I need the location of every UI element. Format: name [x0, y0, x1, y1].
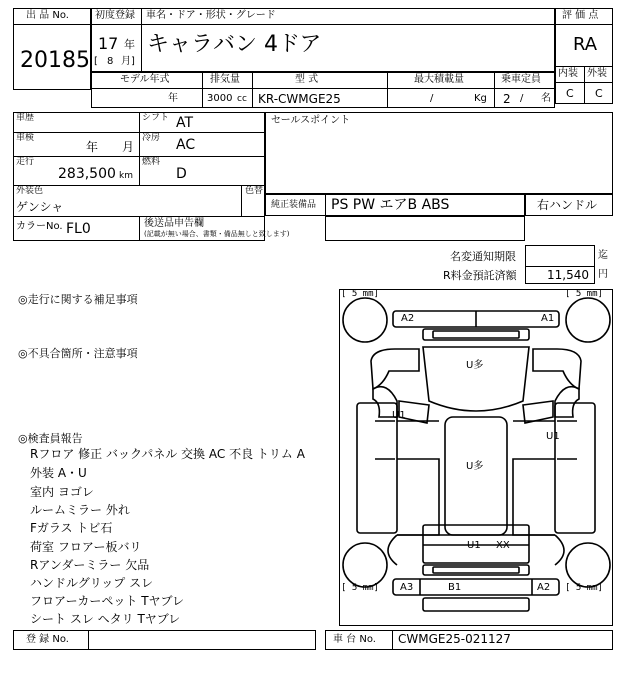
- front-right-bumper-mark: A1: [541, 313, 555, 324]
- mileage-unit: km: [119, 171, 133, 181]
- first-reg-year: 17: [98, 34, 119, 53]
- model-year-label: モデル年式: [120, 74, 170, 85]
- fuel-value: D: [176, 166, 187, 182]
- rear-door-mark: U1: [467, 540, 481, 551]
- score-label: 評 価 点: [562, 10, 599, 21]
- inspection-month-unit: 月: [122, 140, 135, 154]
- driving-notes-label: ◎走行に関する補足事項: [18, 293, 138, 306]
- right-side-mark: U1: [546, 431, 560, 442]
- model-code: KR-CWMGE25: [258, 92, 341, 106]
- inspector-line: ルームミラー 外れ: [30, 503, 130, 517]
- inspection-year-unit: 年: [86, 140, 99, 154]
- recycle-label: R料金預託済額: [443, 269, 517, 282]
- registration-label: 登 録 No.: [26, 634, 69, 645]
- interior-label: 内装: [558, 68, 578, 79]
- car-name: キャラバン 4ドア: [147, 32, 322, 57]
- left-side-mark: U1: [392, 410, 406, 421]
- name-change-unit: 迄: [598, 250, 608, 261]
- first-reg-month: 8: [107, 56, 114, 67]
- max-load-label: 最大積載量: [414, 74, 464, 85]
- capacity-label: 乗車定員: [501, 74, 541, 85]
- capacity-value: 2: [503, 92, 511, 106]
- chassis-label: 車 台 No.: [333, 634, 376, 645]
- displacement-unit: cc: [237, 94, 247, 104]
- max-load-slash: /: [430, 93, 434, 104]
- fuel-label: 燃料: [142, 157, 161, 167]
- hood-mark: U多: [466, 360, 484, 371]
- equipment-value: PS PW エアB ABS: [331, 197, 450, 213]
- score: RA: [573, 34, 598, 55]
- inspector-line: ハンドルグリップ スレ: [30, 576, 154, 590]
- rear-door-mark-xx: XX: [496, 540, 510, 551]
- max-load-unit: Kg: [474, 93, 487, 104]
- displacement-value: 3000: [207, 93, 233, 104]
- first-reg-month-open: [: [94, 56, 98, 67]
- model-label: 型 式: [295, 74, 319, 85]
- recycle-unit: 円: [598, 269, 608, 280]
- lot-no: 20185: [20, 48, 90, 73]
- inspector-line: Rアンダーミラー 欠品: [30, 558, 150, 572]
- displacement-label: 排気量: [210, 74, 240, 85]
- inspector-line: Fガラス トビ石: [30, 521, 113, 535]
- inspection-label: 車検: [16, 133, 35, 143]
- capacity-unit: 名: [541, 93, 551, 104]
- ext-color-label: 外装色: [16, 186, 44, 196]
- handle-value: 右ハンドル: [537, 198, 598, 212]
- color-change-label: 色替: [245, 186, 264, 196]
- shift-value: AT: [176, 115, 194, 131]
- name-change-box: [525, 245, 595, 267]
- inspector-line: 室内 ヨゴレ: [30, 485, 94, 499]
- first-reg-year-unit: 年: [124, 38, 135, 51]
- name-change-label: 名変通知期限: [450, 250, 516, 263]
- interior-grade: C: [566, 87, 574, 100]
- tire-fl-tread: [ 5 mm]: [341, 289, 379, 299]
- mileage-value: 283,500: [58, 166, 116, 182]
- sales-point-label: セールスポイント: [271, 115, 351, 126]
- recycle-amount: 11,540: [547, 268, 589, 282]
- inspector-line: 荷室 フロアー板バリ: [30, 540, 142, 554]
- name-label: 車名・ドア・形状・グレード: [146, 10, 276, 21]
- inspector-line: Rフロア 修正 バックパネル 交換 AC 不良 トリム A: [30, 447, 305, 461]
- inspector-line: フロアーカーペット Tヤブレ: [30, 594, 185, 608]
- car-outline-diagram: [339, 289, 613, 626]
- exterior-label: 外装: [587, 68, 607, 79]
- roof-mark: U多: [466, 461, 484, 472]
- ext-color-value: ゲンシャ: [16, 200, 64, 214]
- tire-fr-tread: [ 5 mm]: [565, 289, 603, 299]
- chassis-no: CWMGE25-021127: [398, 632, 511, 646]
- color-no-label: カラーNo.: [16, 221, 63, 232]
- post-declaration-area: [325, 216, 525, 241]
- model-year-unit: 年: [168, 93, 178, 104]
- tire-rr-tread: [ 5 mm]: [565, 583, 603, 593]
- rear-right-bumper-mark: A2: [537, 582, 551, 593]
- lot-no-label: 出 品 No.: [26, 10, 69, 21]
- history-label: 車歴: [16, 113, 35, 123]
- first-reg-month-close: 月]: [121, 56, 135, 67]
- tire-rl-tread: [ 5 mm]: [341, 583, 379, 593]
- front-left-bumper-mark: A2: [401, 313, 415, 324]
- color-no-value: FL0: [66, 221, 91, 237]
- rear-center-bumper-mark: B1: [448, 582, 462, 593]
- defects-label: ◎不具合箇所・注意事項: [18, 347, 138, 360]
- post-declaration-note: (記載が無い場合、書類・備品無しと致します): [144, 230, 290, 238]
- inspector-label: ◎検査員報告: [18, 432, 83, 445]
- capacity-slash: /: [520, 93, 524, 104]
- aircon-label: 冷房: [142, 133, 161, 143]
- inspector-line: シート スレ ヘタリ Tヤブレ: [30, 612, 181, 626]
- first-reg-label: 初度登録: [95, 10, 135, 21]
- rear-left-bumper-mark: A3: [400, 582, 414, 593]
- aircon-value: AC: [176, 137, 196, 153]
- exterior-grade: C: [595, 87, 603, 100]
- shift-label: シフト: [142, 113, 170, 123]
- mileage-label: 走行: [16, 157, 35, 167]
- post-declaration-label: 後送品申告欄: [144, 218, 204, 229]
- equipment-label: 純正装備品: [271, 200, 317, 210]
- inspector-line: 外装 A・U: [30, 466, 87, 480]
